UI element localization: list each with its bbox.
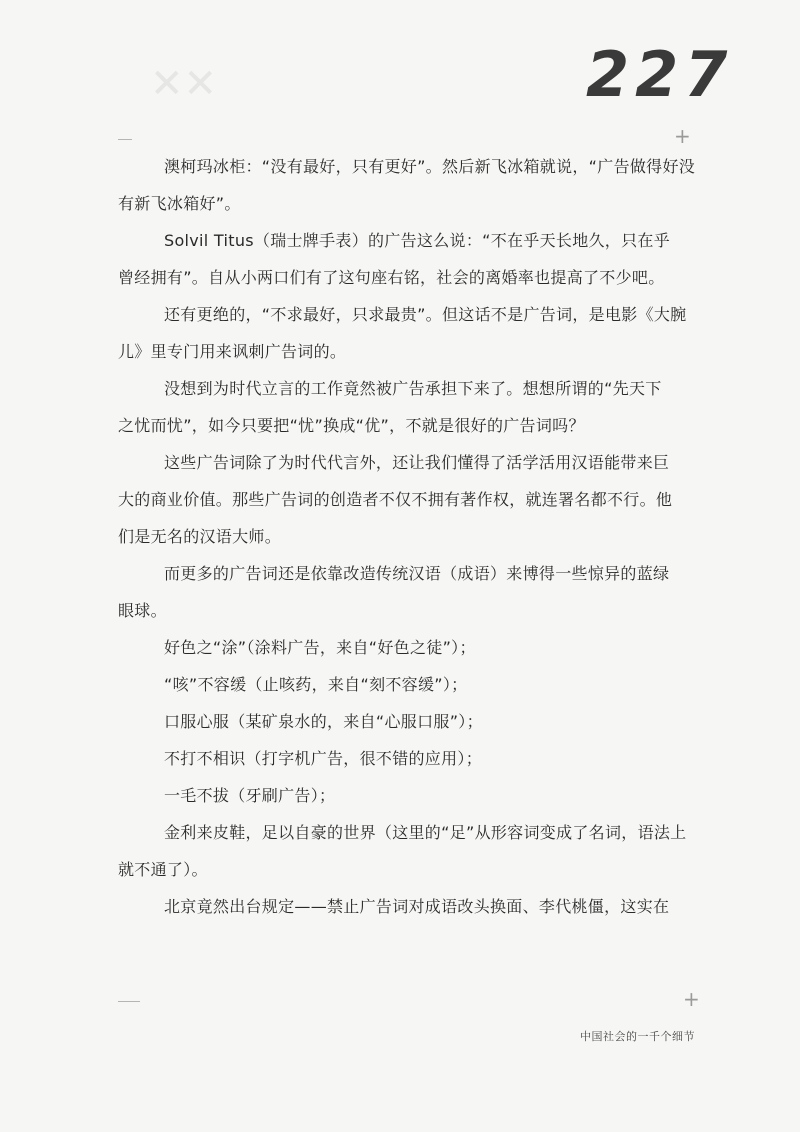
text-line: 有新飞冰箱好”。 (118, 194, 241, 213)
text-line: 好色之“涂”（涂料广告，来自“好色之徒”）； (164, 638, 476, 657)
text-line: 口服心服（某矿泉水的，来自“心服口服”）； (164, 712, 483, 731)
text-line: 就不通了）。 (118, 860, 208, 879)
text-line: 没想到为时代立言的工作竟然被广告承担下来了。想想所谓的“先天下 (164, 379, 662, 398)
text-line: 大的商业价值。那些广告词的创造者不仅不拥有著作权，就连署名都不行。他 (118, 490, 673, 509)
text-line: Solvil Titus（瑞士牌手表）的广告这么说：“不在乎天长地久，只在乎 (164, 231, 671, 250)
page-number: 227 (586, 38, 734, 111)
text-line: 们是无名的汉语大师。 (118, 527, 282, 546)
text-line: 不打不相识（打字机广告，很不错的应用）； (164, 749, 483, 768)
crop-mark-top-right: + (674, 124, 691, 148)
crop-mark-bottom-left (118, 1001, 140, 1002)
text-line: 金利来皮鞋，足以自豪的世界（这里的“足”从形容词变成了名词，语法上 (164, 823, 687, 842)
crop-mark-top-left (118, 139, 132, 140)
body-text (118, 148, 696, 925)
text-line: 一毛不拔（牙刷广告）； (164, 786, 336, 805)
text-line: 这些广告词除了为时代代言外，还让我们懂得了活学活用汉语能带来巨 (164, 453, 670, 472)
text-line: 儿》里专门用来讽刺广告词的。 (118, 342, 347, 361)
text-line: 之忧而忧”，如今只要把“忧”换成“优”，不就是很好的广告词吗？ (118, 416, 585, 435)
text-line: 北京竟然出台规定——禁止广告词对成语改头换面、李代桃僵，这实在 (164, 897, 670, 916)
running-footer: 中国社会的一千个细节 (580, 1030, 695, 1043)
crop-mark-bottom-right: + (683, 987, 700, 1011)
text-line: 眼球。 (118, 601, 167, 620)
text-line: “咳”不容缓（止咳药，来自“刻不容缓”）； (164, 675, 468, 694)
faint-watermark-mark: ✕✕ (150, 61, 218, 107)
text-line: 曾经拥有”。自从小两口们有了这句座右铭，社会的离婚率也提高了不少吧。 (118, 268, 665, 287)
text-line: 澳柯玛冰柜：“没有最好，只有更好”。然后新飞冰箱就说，“广告做得好没 (164, 157, 696, 176)
text-line: 还有更绝的，“不求最好，只求最贵”。但这话不是广告词，是电影《大腕 (164, 305, 687, 324)
text-line: 而更多的广告词还是依靠改造传统汉语（成语）来博得一些惊异的蓝绿 (164, 564, 670, 583)
